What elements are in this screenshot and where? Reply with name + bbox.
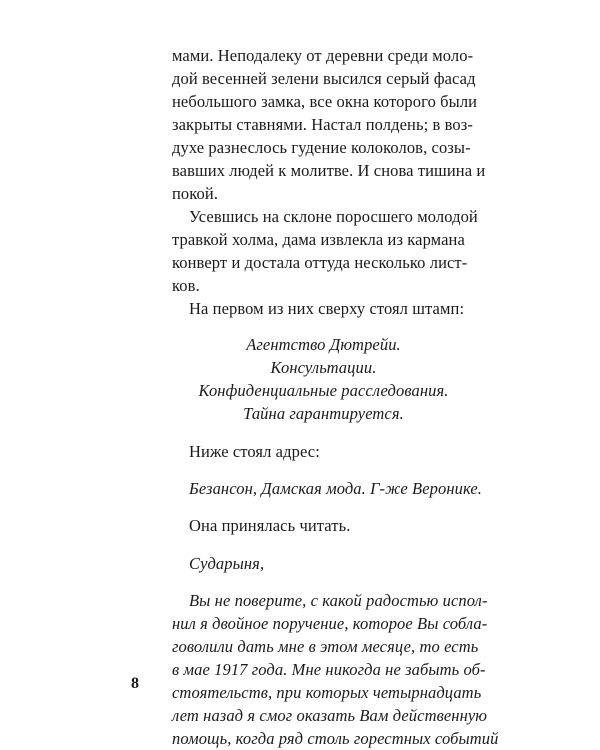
text-line: закрыты ставнями. Настал полдень; в воз- (172, 115, 473, 134)
text-line: небольшого замка, все окна которого были (172, 92, 478, 111)
letter-line: помощь, когда ряд столь горестных событий (172, 729, 499, 748)
text-line: На первом из них сверху стоял штамп: (189, 299, 465, 318)
stamp-line: Тайна гарантируется. (243, 404, 404, 423)
letter-line: Вы не поверите, с какой радостью испол- (189, 591, 488, 610)
text-line: мами. Неподалеку от деревни среди моло- (172, 46, 474, 65)
text-line: Ниже стоял адрес: (189, 442, 320, 461)
text-line: травкой холма, дама извлекла из кармана (172, 230, 465, 249)
letter-line: в мае 1917 года. Мне никогда не забыть об- (172, 660, 486, 679)
salutation-line: Сударыня, (189, 554, 265, 573)
text-line: Она принялась читать. (189, 516, 351, 535)
text-line: дой весенней зелени высился серый фасад (172, 69, 476, 88)
stamp-line: Консультации. (270, 358, 377, 377)
stamp-line: Агентство Дютрейи. (246, 335, 401, 354)
stamp-line: Конфиденциальные расследования. (198, 381, 449, 400)
page-number: 8 (131, 675, 139, 692)
text-line: ков. (172, 276, 200, 295)
text-line: духе разнеслось гудение колоколов, созы- (172, 138, 471, 157)
letter-line: лет назад я смог оказать Вам действенную (172, 706, 488, 725)
letter-line: говолили дать мне в этом месяце, то есть (172, 637, 479, 656)
text-line: конверт и достала оттуда несколько лист- (172, 253, 468, 272)
address-line: Безансон, Дамская мода. Г-же Веронике. (189, 479, 483, 498)
text-line: Усевшись на склоне поросшего молодой (189, 207, 478, 226)
text-line: вавших людей к молитве. И снова тишина и (172, 161, 486, 180)
letter-line: стоятельств, при которых четырнадцать (172, 683, 482, 702)
text-line: покой. (172, 184, 219, 203)
letter-line: нил я двойное поручение, которое Вы собла- (172, 614, 488, 633)
